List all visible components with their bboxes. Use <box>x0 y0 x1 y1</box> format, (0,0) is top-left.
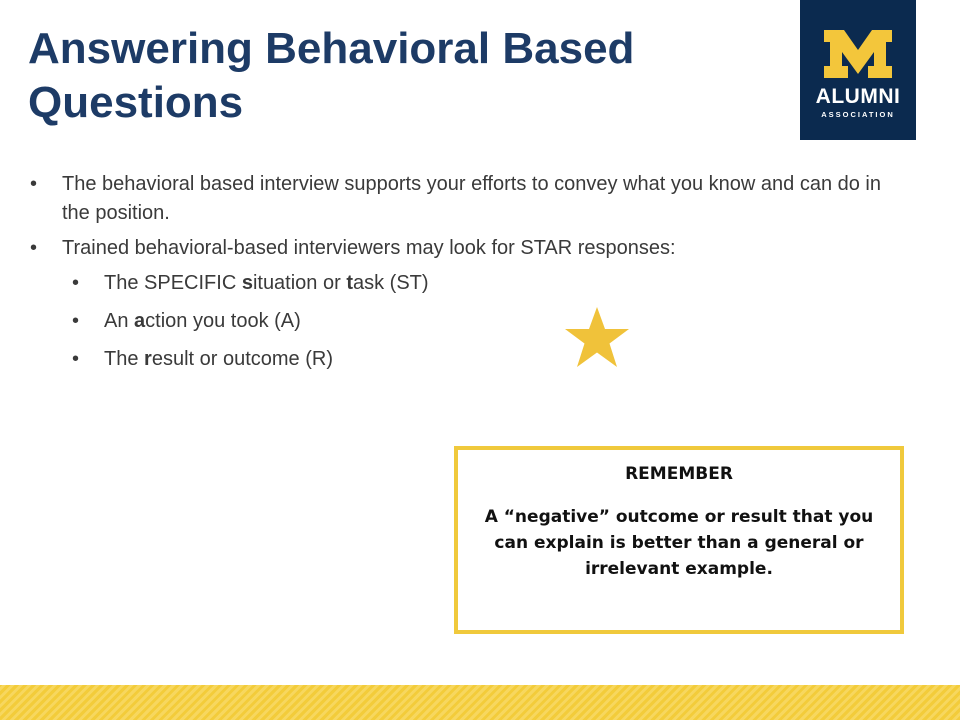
remember-callout <box>454 446 904 634</box>
sub-bullet-text: The result or outcome (R) <box>104 348 333 370</box>
footer-band <box>0 685 960 720</box>
bullet-dot-icon: • <box>72 272 80 294</box>
sub-bullet-text: The SPECIFIC situation or task (ST) <box>104 272 429 294</box>
star-icon <box>563 305 631 369</box>
bullet-item <box>30 170 910 228</box>
block-m-icon <box>822 28 894 80</box>
slide-title: Answering Behavioral Based Questions <box>28 24 635 127</box>
logo-subtitle: ASSOCIATION <box>821 110 895 119</box>
bullet-text: The behavioral based interview supports your efforts to convey what you know and can do in the position. <box>62 173 881 224</box>
bullet-item <box>30 234 910 263</box>
bullet-list <box>30 170 910 383</box>
bullet-dot-icon: • <box>30 173 38 195</box>
sub-bullet-item <box>30 345 910 374</box>
bullet-text: Trained behavioral-based interviewers may look for STAR responses: <box>62 237 676 259</box>
sub-bullet-text: An action you took (A) <box>104 310 301 332</box>
michigan-alumni-logo <box>800 0 916 140</box>
bullet-dot-icon: • <box>72 348 80 370</box>
remember-title: REMEMBER <box>625 464 733 484</box>
remember-text: A “negative” outcome or result that you can explain is better than a general or irrelevant example. <box>484 507 874 579</box>
bullet-dot-icon: • <box>72 310 80 332</box>
sub-bullet-item <box>30 307 910 336</box>
logo-word: ALUMNI <box>815 85 901 108</box>
sub-bullet-item <box>30 269 910 298</box>
bullet-dot-icon: • <box>30 237 38 259</box>
